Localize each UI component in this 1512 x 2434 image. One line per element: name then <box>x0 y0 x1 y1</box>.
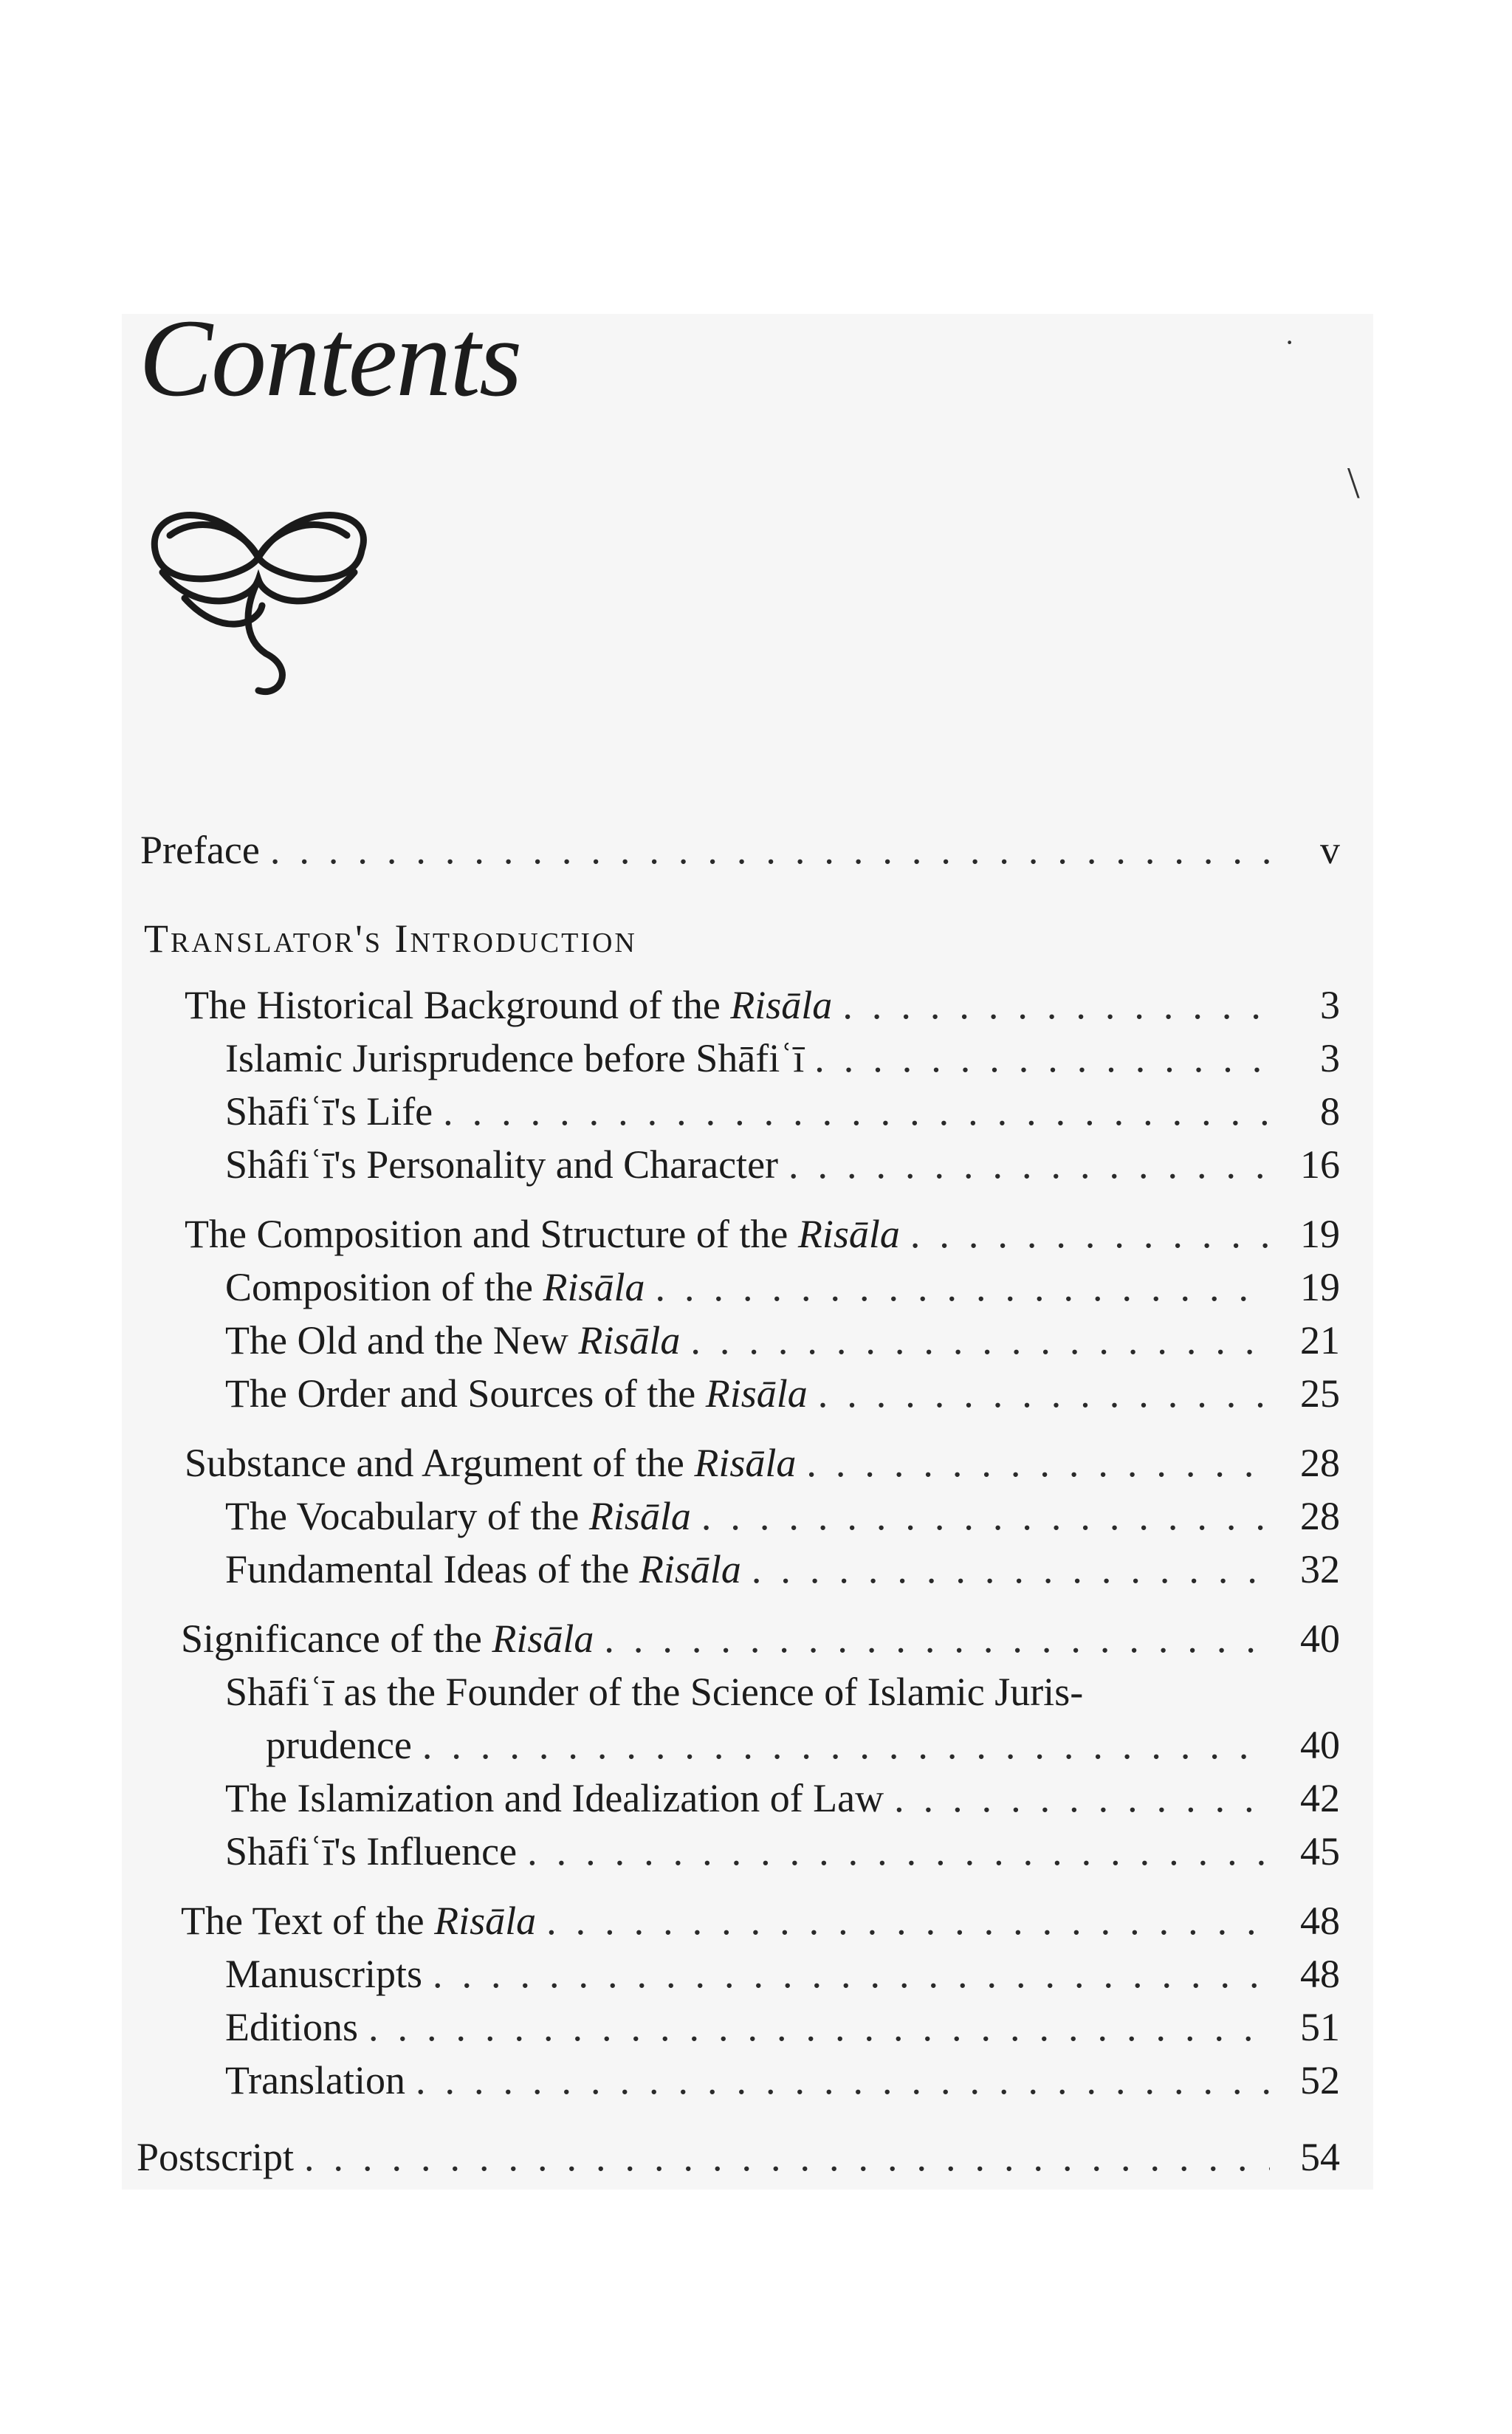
dot-leader <box>832 978 1270 1032</box>
toc-label: The Text of the <box>181 1899 435 1943</box>
toc-entry-editions[interactable] <box>225 2001 1340 2054</box>
toc-entry-composition-structure[interactable] <box>185 1207 1340 1261</box>
toc-entry-composition[interactable] <box>225 1261 1340 1314</box>
scan-speck: · <box>1285 326 1295 359</box>
toc-entry-islamic-jurisprudence[interactable] <box>225 1032 1340 1085</box>
toc-label: The Composition and Structure of the <box>185 1212 798 1256</box>
toc-label-founder-line1: Shāfiʿī as the Founder of the Science of Islamic Juris- <box>225 1670 1084 1714</box>
dot-leader <box>517 1825 1270 1878</box>
dot-leader <box>808 1367 1270 1420</box>
toc-entry-preface[interactable] <box>140 823 1340 877</box>
toc-page-number: 3 <box>1320 983 1340 1027</box>
toc-entry-shafii-personality[interactable] <box>225 1138 1340 1191</box>
toc-label: The Vocabulary of the <box>225 1494 589 1538</box>
toc-entry-significance[interactable] <box>181 1612 1340 1665</box>
toc-label-italic: Risāla <box>543 1265 645 1309</box>
dot-leader <box>804 1032 1270 1085</box>
toc-label: Shāfiʿī's Influence <box>225 1829 518 1874</box>
toc-page-number: v <box>1320 828 1340 872</box>
toc-entry-influence[interactable] <box>225 1825 1340 1878</box>
toc-page-number: 3 <box>1320 1036 1340 1080</box>
toc-page-number: 19 <box>1300 1212 1340 1256</box>
toc-entry-founder[interactable] <box>266 1718 1340 1772</box>
toc-page-number: 25 <box>1300 1371 1340 1416</box>
toc-entry-historical-background[interactable] <box>185 978 1340 1032</box>
page-title: Contents <box>139 297 521 419</box>
toc-page-number: 40 <box>1300 1723 1340 1767</box>
toc-page-number: 40 <box>1300 1617 1340 1661</box>
toc-page-number: 8 <box>1320 1089 1340 1134</box>
toc-page-number: 45 <box>1300 1829 1340 1874</box>
toc-page-number: 51 <box>1300 2005 1340 2049</box>
scan-stroke: \ <box>1347 459 1360 507</box>
toc-entry-fundamental-ideas[interactable] <box>225 1543 1340 1596</box>
toc-label: Composition of the <box>225 1265 543 1309</box>
toc-label: prudence <box>266 1723 412 1767</box>
toc-entry-translation[interactable] <box>225 2054 1340 2107</box>
dot-leader <box>433 1085 1270 1138</box>
toc-page-number: 42 <box>1300 1776 1340 1820</box>
toc-entry-postscript[interactable] <box>137 2130 1340 2184</box>
toc-entry-islamization[interactable] <box>225 1772 1340 1825</box>
toc-label: Editions <box>225 2005 359 2049</box>
toc-label-italic: Risāla <box>797 1212 900 1256</box>
dot-leader <box>778 1138 1270 1191</box>
dot-leader <box>405 2054 1270 2107</box>
toc-page-number: 28 <box>1300 1494 1340 1538</box>
toc-label-italic: Risāla <box>588 1494 691 1538</box>
toc-label-italic: Risāla <box>434 1899 537 1943</box>
toc-page-number: 48 <box>1300 1952 1340 1996</box>
toc-page-number: 19 <box>1300 1265 1340 1309</box>
dot-leader <box>358 2001 1270 2054</box>
toc-page-number: 16 <box>1300 1142 1340 1187</box>
toc-label-italic: Risāla <box>730 983 833 1027</box>
toc-page-number: 21 <box>1300 1318 1340 1362</box>
toc-label: The Historical Background of the <box>185 983 731 1027</box>
toc-label: Preface <box>140 828 260 872</box>
dot-leader <box>680 1314 1270 1367</box>
toc-label: Translation <box>225 2058 406 2102</box>
dot-leader <box>741 1543 1270 1596</box>
toc-label: Shâfiʿī's Personality and Character <box>225 1142 779 1187</box>
toc-label: Significance of the <box>181 1617 492 1661</box>
toc-entry-vocabulary[interactable] <box>225 1489 1340 1543</box>
toc-label-italic: Risāla <box>639 1547 741 1591</box>
toc-page-number: 28 <box>1300 1441 1340 1485</box>
dot-leader <box>691 1489 1270 1543</box>
toc-label: The Islamization and Idealization of Law <box>225 1776 884 1820</box>
toc-label: Fundamental Ideas of the <box>225 1547 639 1591</box>
dot-leader <box>645 1261 1270 1314</box>
dot-leader <box>900 1207 1270 1261</box>
toc-label: Manuscripts <box>225 1952 422 1996</box>
toc-label: Substance and Argument of the <box>185 1441 695 1485</box>
flourish-ornament <box>133 469 384 713</box>
toc-page-number: 48 <box>1300 1899 1340 1943</box>
toc-page-number: 54 <box>1300 2135 1340 2179</box>
toc-entry-old-new[interactable] <box>225 1314 1340 1367</box>
dot-leader <box>260 823 1270 877</box>
toc-entry-substance-argument[interactable] <box>185 1436 1340 1489</box>
toc-label: Shāfiʿī's Life <box>225 1089 433 1134</box>
toc-label: Islamic Jurisprudence before Shāfiʿī <box>225 1036 805 1080</box>
toc-label: Postscript <box>137 2135 295 2179</box>
toc-page-number: 52 <box>1300 2058 1340 2102</box>
dot-leader <box>422 1947 1270 2001</box>
dot-leader <box>884 1772 1270 1825</box>
toc-entry-shafii-life[interactable] <box>225 1085 1340 1138</box>
section-heading: Translator's Introduction <box>144 916 637 961</box>
dot-leader <box>796 1436 1270 1489</box>
dot-leader <box>594 1612 1270 1665</box>
dot-leader <box>536 1894 1270 1947</box>
toc-label: The Old and the New <box>225 1318 579 1362</box>
toc-entry-order-sources[interactable] <box>225 1367 1340 1420</box>
toc-entry-manuscripts[interactable] <box>225 1947 1340 2001</box>
toc-page-number: 32 <box>1300 1547 1340 1591</box>
dot-leader <box>294 2130 1270 2184</box>
toc-label-italic: Risāla <box>492 1617 594 1661</box>
toc-label-italic: Risāla <box>694 1441 797 1485</box>
toc-entry-text[interactable] <box>181 1894 1340 1947</box>
dot-leader <box>412 1718 1270 1772</box>
toc-label-italic: Risāla <box>578 1318 681 1362</box>
toc-label: The Order and Sources of the <box>225 1371 706 1416</box>
toc-label-italic: Risāla <box>705 1371 808 1416</box>
